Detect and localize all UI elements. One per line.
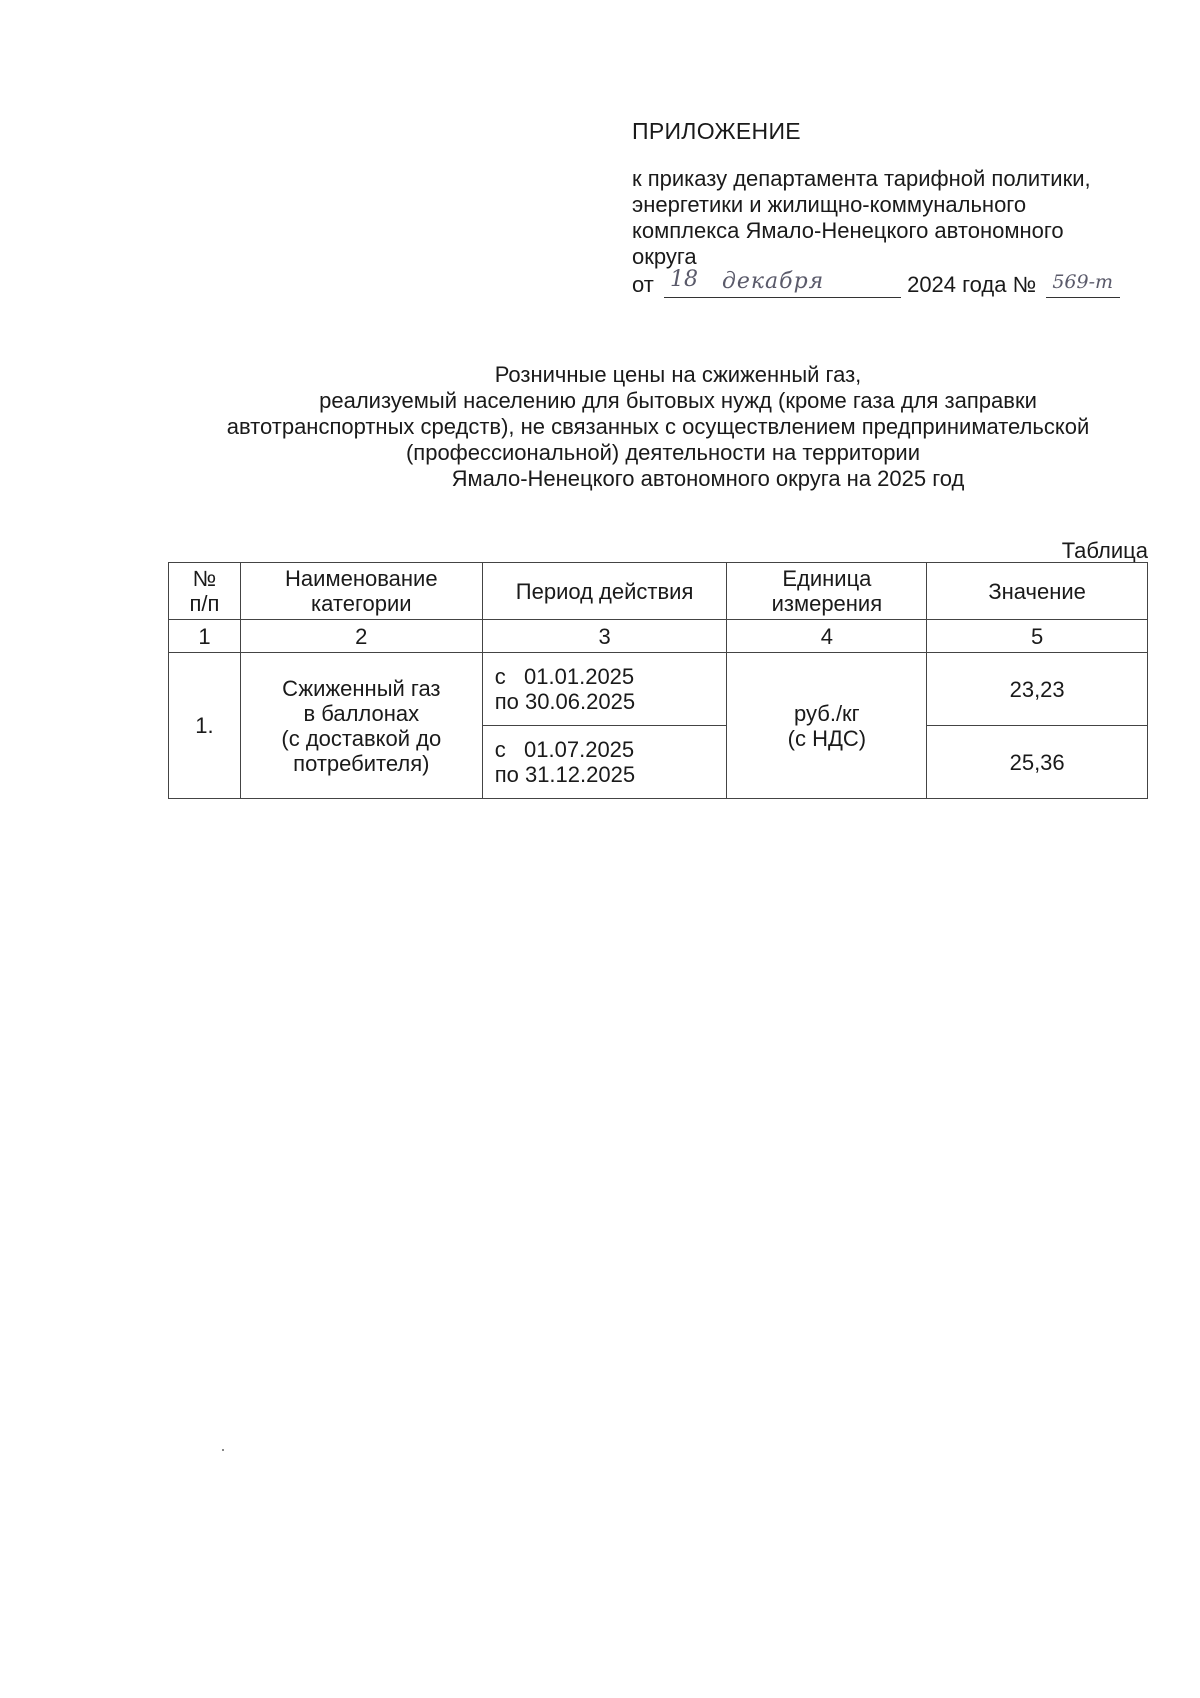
header-text: категории	[311, 591, 412, 616]
handwritten-day: 18	[669, 267, 698, 292]
title-line: Ямало-Ненецкого автономного округа на 2025 год	[451, 466, 965, 491]
header-period	[482, 563, 727, 620]
title-line: Розничные цены на сжиженный газ,	[494, 362, 862, 387]
price-table	[168, 562, 1148, 799]
category-text: (с доставкой до	[281, 725, 442, 751]
row-value: 25,36	[927, 726, 1148, 799]
appendix-line: округа	[632, 244, 697, 269]
row-period	[482, 653, 727, 726]
document-title	[168, 362, 1148, 492]
header-number	[169, 563, 241, 620]
column-number: 5	[927, 620, 1148, 653]
handwritten-order-number: 569-т	[1052, 271, 1114, 293]
row-number: 1.	[169, 653, 241, 799]
category-text: Сжиженный газ	[282, 675, 441, 701]
period-to: по 31.12.2025	[494, 762, 636, 787]
title-line: реализуемый населению для бытовых нужд (кроме газа для заправки	[319, 388, 1037, 413]
scan-speck	[222, 1449, 224, 1451]
order-year-text: 2024 года №	[907, 272, 1037, 297]
table-label: Таблица	[1061, 538, 1148, 563]
date-blank	[664, 267, 901, 298]
header-text: п/п	[189, 591, 220, 616]
header-text: Период действия	[515, 578, 694, 604]
column-number: 3	[482, 620, 727, 653]
row-category	[240, 653, 482, 799]
header-text: Единица	[782, 566, 872, 591]
column-number: 2	[240, 620, 482, 653]
appendix-line: энергетики и жилищно-коммунального	[632, 192, 1027, 217]
period-to: по 30.06.2025	[494, 689, 636, 714]
appendix-line: комплекса Ямало-Ненецкого автономного	[632, 218, 1064, 243]
handwritten-month: декабря	[721, 269, 825, 294]
column-number: 1	[169, 620, 241, 653]
row-unit	[727, 653, 927, 799]
period-from: с 01.01.2025	[494, 664, 635, 689]
unit-text: (с НДС)	[787, 725, 867, 751]
column-number: 4	[727, 620, 927, 653]
header-text: №	[192, 566, 217, 591]
table-header-row	[169, 563, 1148, 620]
header-text: Значение	[988, 578, 1086, 604]
appendix-block	[632, 118, 1152, 298]
table-row	[169, 653, 1148, 726]
appendix-line: к приказу департамента тарифной политики,	[632, 166, 1091, 191]
order-date-line	[632, 267, 1152, 298]
period-from: с 01.07.2025	[494, 737, 635, 762]
appendix-heading: ПРИЛОЖЕНИЕ	[632, 118, 801, 144]
header-category	[240, 563, 482, 620]
header-text: измерения	[771, 591, 883, 616]
row-value: 23,23	[927, 653, 1148, 726]
title-line: автотранспортных средств), не связанных с осуществлением предпринимательской	[226, 414, 1090, 439]
header-unit	[727, 563, 927, 620]
header-value	[927, 563, 1148, 620]
category-text: в баллонах	[303, 700, 420, 726]
header-text: Наименование	[285, 566, 438, 591]
title-line: (профессиональной) деятельности на территории	[405, 440, 921, 465]
column-number-row	[169, 620, 1148, 653]
number-blank	[1046, 273, 1120, 298]
row-period	[482, 726, 727, 799]
unit-text: руб./кг	[794, 700, 860, 726]
category-text: потребителя)	[293, 750, 430, 776]
order-prefix: от	[632, 272, 654, 297]
